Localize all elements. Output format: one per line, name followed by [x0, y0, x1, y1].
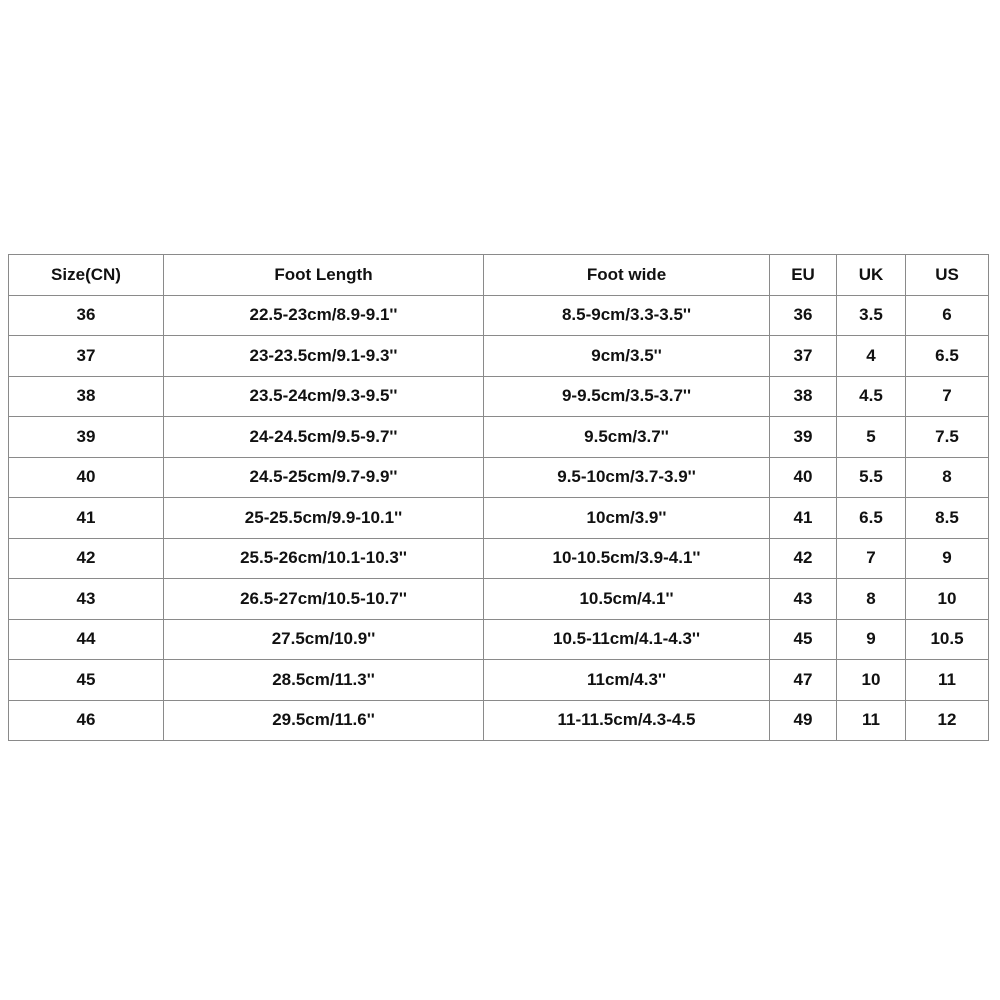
- cell-us: 9: [906, 538, 989, 579]
- table-row: [9, 538, 989, 579]
- table-header-row: [9, 255, 989, 296]
- header-eu: EU: [770, 255, 837, 296]
- cell-us: 8.5: [906, 498, 989, 539]
- table-row: [9, 700, 989, 741]
- cell-foot-wide: 10-10.5cm/3.9-4.1'': [484, 538, 770, 579]
- table-row: [9, 579, 989, 620]
- cell-size-cn: 43: [9, 579, 164, 620]
- cell-uk: 11: [837, 700, 906, 741]
- cell-us: 11: [906, 660, 989, 701]
- cell-size-cn: 45: [9, 660, 164, 701]
- cell-eu: 37: [770, 336, 837, 377]
- cell-foot-length: 25.5-26cm/10.1-10.3'': [164, 538, 484, 579]
- cell-foot-length: 25-25.5cm/9.9-10.1'': [164, 498, 484, 539]
- table-row: [9, 376, 989, 417]
- cell-us: 8: [906, 457, 989, 498]
- cell-us: 6.5: [906, 336, 989, 377]
- cell-foot-wide: 10.5-11cm/4.1-4.3'': [484, 619, 770, 660]
- header-size-cn: Size(CN): [9, 255, 164, 296]
- cell-us: 7: [906, 376, 989, 417]
- cell-foot-length: 26.5-27cm/10.5-10.7'': [164, 579, 484, 620]
- cell-size-cn: 41: [9, 498, 164, 539]
- cell-foot-length: 23.5-24cm/9.3-9.5'': [164, 376, 484, 417]
- cell-eu: 40: [770, 457, 837, 498]
- cell-foot-wide: 8.5-9cm/3.3-3.5'': [484, 295, 770, 336]
- cell-size-cn: 39: [9, 417, 164, 458]
- cell-eu: 43: [770, 579, 837, 620]
- cell-size-cn: 40: [9, 457, 164, 498]
- table-row: [9, 295, 989, 336]
- cell-foot-wide: 11-11.5cm/4.3-4.5: [484, 700, 770, 741]
- cell-us: 7.5: [906, 417, 989, 458]
- cell-foot-length: 22.5-23cm/8.9-9.1'': [164, 295, 484, 336]
- cell-foot-length: 27.5cm/10.9'': [164, 619, 484, 660]
- header-foot-length: Foot Length: [164, 255, 484, 296]
- cell-size-cn: 38: [9, 376, 164, 417]
- cell-uk: 8: [837, 579, 906, 620]
- cell-foot-length: 29.5cm/11.6'': [164, 700, 484, 741]
- cell-foot-wide: 11cm/4.3'': [484, 660, 770, 701]
- cell-foot-length: 24.5-25cm/9.7-9.9'': [164, 457, 484, 498]
- cell-uk: 6.5: [837, 498, 906, 539]
- table-row: [9, 336, 989, 377]
- cell-uk: 5: [837, 417, 906, 458]
- cell-size-cn: 42: [9, 538, 164, 579]
- size-chart-table: [8, 254, 989, 741]
- cell-foot-wide: 10.5cm/4.1'': [484, 579, 770, 620]
- cell-uk: 5.5: [837, 457, 906, 498]
- cell-eu: 36: [770, 295, 837, 336]
- cell-uk: 3.5: [837, 295, 906, 336]
- cell-foot-wide: 9cm/3.5'': [484, 336, 770, 377]
- cell-uk: 7: [837, 538, 906, 579]
- cell-size-cn: 36: [9, 295, 164, 336]
- cell-eu: 38: [770, 376, 837, 417]
- cell-foot-length: 23-23.5cm/9.1-9.3'': [164, 336, 484, 377]
- cell-foot-wide: 9.5cm/3.7'': [484, 417, 770, 458]
- cell-foot-wide: 9.5-10cm/3.7-3.9'': [484, 457, 770, 498]
- cell-size-cn: 37: [9, 336, 164, 377]
- cell-eu: 41: [770, 498, 837, 539]
- cell-size-cn: 46: [9, 700, 164, 741]
- cell-uk: 4.5: [837, 376, 906, 417]
- cell-us: 10.5: [906, 619, 989, 660]
- cell-us: 6: [906, 295, 989, 336]
- cell-foot-length: 24-24.5cm/9.5-9.7'': [164, 417, 484, 458]
- table-row: [9, 417, 989, 458]
- cell-foot-wide: 10cm/3.9'': [484, 498, 770, 539]
- table-row: [9, 498, 989, 539]
- cell-foot-wide: 9-9.5cm/3.5-3.7'': [484, 376, 770, 417]
- cell-eu: 47: [770, 660, 837, 701]
- table-row: [9, 457, 989, 498]
- cell-uk: 10: [837, 660, 906, 701]
- cell-uk: 4: [837, 336, 906, 377]
- table-row: [9, 660, 989, 701]
- cell-us: 10: [906, 579, 989, 620]
- header-uk: UK: [837, 255, 906, 296]
- cell-uk: 9: [837, 619, 906, 660]
- table-row: [9, 619, 989, 660]
- header-foot-wide: Foot wide: [484, 255, 770, 296]
- cell-eu: 49: [770, 700, 837, 741]
- cell-foot-length: 28.5cm/11.3'': [164, 660, 484, 701]
- header-us: US: [906, 255, 989, 296]
- cell-us: 12: [906, 700, 989, 741]
- cell-size-cn: 44: [9, 619, 164, 660]
- cell-eu: 45: [770, 619, 837, 660]
- cell-eu: 42: [770, 538, 837, 579]
- cell-eu: 39: [770, 417, 837, 458]
